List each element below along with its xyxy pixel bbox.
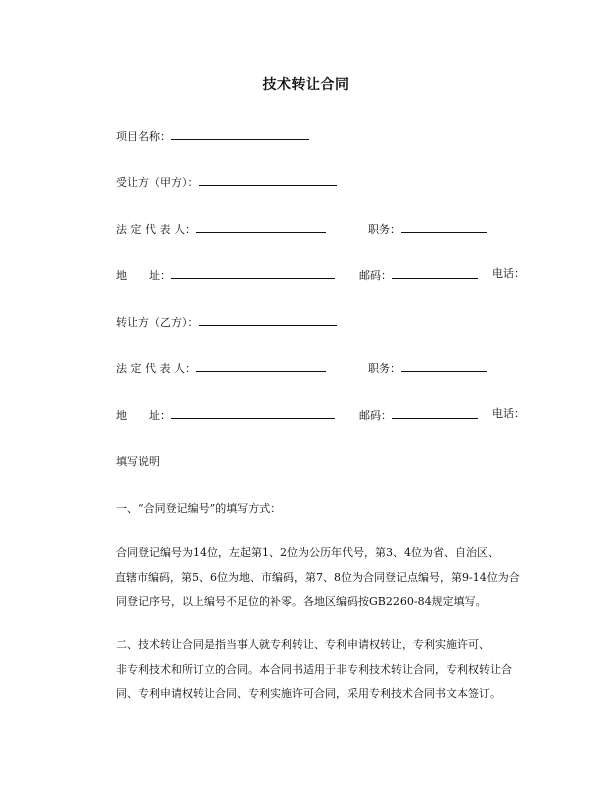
- party-b-postcode-row: [359, 407, 478, 423]
- party-b-address-row: [116, 407, 335, 423]
- party-a-phone-label: 电话：: [492, 267, 525, 280]
- party-b-phone-label: 电话：: [492, 407, 525, 420]
- party-a-postcode-field[interactable]: [392, 267, 478, 279]
- project-name-row: [116, 128, 309, 144]
- party-a-address-field[interactable]: [171, 267, 335, 279]
- paragraph-line: 直辖市编码，第5、6位为地、市编码，第7、8位为合同登记点编号，第9-14位为合: [115, 570, 520, 584]
- party-b-rep-field[interactable]: [196, 360, 326, 372]
- party-a-position-row: [368, 221, 487, 237]
- project-name-label: 项目名称：: [116, 130, 171, 143]
- paragraph-line: 合同登记编号为14位，左起第1、2位为公历年代号，第3、4位为省、自治区、: [116, 546, 499, 559]
- paragraph-line: 非专利技术和所订立的合同。本合同书适用于非专利技术转让合同，专利权转让合: [116, 662, 512, 676]
- section2-paragraph: [116, 633, 536, 707]
- paragraph-line: 同、专利申请权转让合同、专利实施许可合同，采用专利技术合同书文本签订。: [116, 687, 501, 700]
- party-b-rep-row: [116, 360, 326, 376]
- party-a-row: [116, 174, 337, 190]
- party-b-position-row: [368, 360, 487, 376]
- party-b-position-field[interactable]: [401, 360, 487, 372]
- section1-paragraph: [116, 541, 536, 615]
- project-name-field[interactable]: [171, 128, 309, 140]
- party-a-postcode-row: [359, 267, 478, 283]
- party-a-address-row: [116, 267, 335, 283]
- party-b-address-field[interactable]: [171, 407, 335, 419]
- party-a-rep-field[interactable]: [196, 221, 326, 233]
- party-a-rep-row: [116, 221, 326, 237]
- paragraph-line: 同登记序号，以上编号不足位的补零。各地区编码按GB2260-84规定填写。: [116, 595, 487, 608]
- party-a-rep-label: 法 定 代 表 人：: [116, 223, 196, 236]
- paragraph-line: 二、技术转让合同是指当事人就专利转让、专利申请权转让，专利实施许可、: [116, 638, 490, 651]
- party-a-postcode-label: 邮码：: [359, 269, 392, 282]
- party-b-phone-row: [492, 407, 525, 421]
- party-b-address-label: 地 址：: [116, 409, 171, 422]
- party-b-postcode-label: 邮码：: [359, 409, 392, 422]
- party-a-label: 受让方（甲方）：: [116, 176, 199, 189]
- section1-heading: 一、“合同登记编号”的填写方式：: [116, 502, 282, 515]
- party-b-rep-label: 法 定 代 表 人：: [116, 362, 196, 375]
- party-a-address-label: 地 址：: [116, 269, 171, 282]
- party-a-position-label: 职务：: [368, 223, 401, 236]
- party-b-position-label: 职务：: [368, 362, 401, 375]
- instructions-heading: 填写说明: [116, 455, 160, 468]
- party-b-label: 转让方（乙方）：: [116, 316, 199, 329]
- party-b-field[interactable]: [199, 314, 337, 326]
- document-title: 技术转让合同: [262, 77, 350, 93]
- party-a-field[interactable]: [199, 174, 337, 186]
- party-a-phone-row: [492, 267, 525, 281]
- party-a-position-field[interactable]: [401, 221, 487, 233]
- party-b-row: [116, 314, 337, 330]
- party-b-postcode-field[interactable]: [392, 407, 478, 419]
